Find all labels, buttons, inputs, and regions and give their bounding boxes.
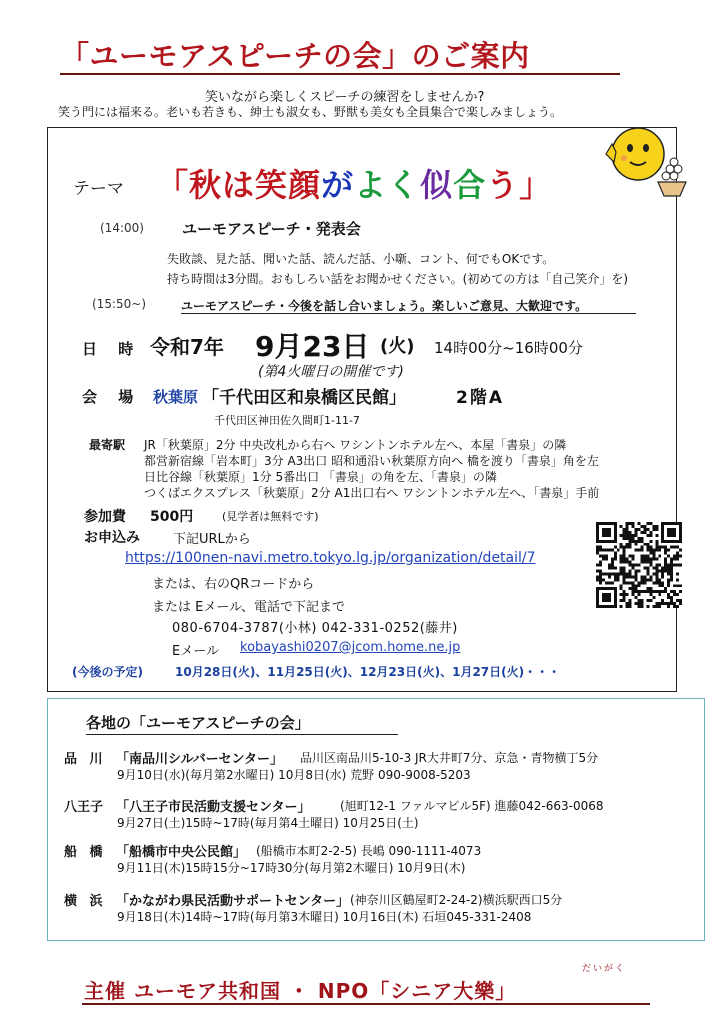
venue-floor: 2階A — [456, 388, 504, 408]
theme-char: は — [222, 166, 256, 204]
access-line: 日比谷線「秋葉原」1分 5番出口 「書泉」の角を左、「書泉」の隣 — [144, 470, 497, 484]
branch-venue: 「八王子市民活動支援センター」 — [116, 800, 311, 815]
apply-phones: 080-6704-3787(小林) 042-331-0252(藤井) — [172, 621, 458, 636]
event-info-box — [47, 127, 677, 692]
branch-address: 品川区南品川5-10-3 JR大井町7分、京急・青物横丁5分 — [300, 751, 599, 765]
date-time: 14時00分~16時00分 — [434, 339, 583, 357]
date-weekday: (火) — [380, 336, 415, 357]
apply-lead: 下記URLから — [173, 532, 251, 547]
theme-char: が — [321, 166, 355, 204]
schedule-dates: 10月28日(火)、11月25日(火)、12月23日(火)、1月27日(火)・・・ — [175, 665, 561, 679]
theme-title — [156, 160, 552, 206]
branch-city: 品 川 — [64, 752, 107, 767]
smiley-mascot-icon — [600, 118, 692, 202]
theme-char: 秋 — [189, 166, 223, 204]
apply-email-link[interactable]: kobayashi0207@jcom.home.ne.jp — [240, 640, 461, 655]
venue-label: 会 場 — [82, 388, 142, 406]
program-desc-1: 失敗談、見た話、聞いた話、読んだ話、小噺、コント、何でもOKです。 — [167, 252, 555, 266]
program-time-2: (15:50~) — [92, 297, 146, 311]
date-label: 日 時 — [82, 340, 142, 358]
footer-organizer: 主催 ユーモア共和国 ・ NPO「シニア大樂」 — [84, 979, 517, 1003]
branches-heading: 各地の「ユーモアスピーチの会」 — [86, 714, 310, 732]
footer-underline — [82, 1003, 650, 1005]
footer-furigana: だいがく — [582, 964, 627, 974]
program-time-1: (14:00) — [100, 221, 144, 235]
venue-name: 「千代田区和泉橋区民館」 — [202, 388, 406, 408]
access-line: 都営新宿線「岩本町」3分 A3出口 昭和通沿い秋葉原方向へ 橋を渡り「書泉」角を左 — [144, 454, 599, 468]
schedule-label: (今後の予定) — [72, 665, 143, 679]
branch-venue: 「南品川シルバーセンター」 — [116, 752, 283, 767]
access-label: 最寄駅 — [89, 438, 126, 452]
apply-url-link[interactable]: https://100nen-navi.metro.tokyo.lg.jp/organization/detail/7 — [125, 550, 536, 566]
apply-label: お申込み — [84, 530, 140, 546]
program-heading-2-underline — [181, 313, 636, 314]
apply-alt-1: または、右のQRコードから — [152, 577, 315, 592]
branches-heading-underline — [86, 734, 398, 735]
branch-venue: 「かながわ県民活動サポートセンター」 — [116, 894, 350, 909]
date-era: 令和7年 — [150, 335, 224, 359]
fee-label: 参加費 — [84, 509, 126, 525]
branch-schedule: 9月10日(水)(毎月第2水曜日) 10月8日(水) 荒野 090-9008-5203 — [117, 768, 471, 782]
branch-city: 船 橋 — [64, 845, 107, 860]
theme-char: く — [387, 166, 421, 204]
qr-code[interactable] — [596, 522, 682, 612]
branch-address: (船橋市本町2-2-5) 長嶋 090-1111-4073 — [256, 844, 482, 858]
program-heading-1: ユーモアスピーチ・発表会 — [182, 220, 361, 238]
venue-area: 秋葉原 — [153, 388, 199, 406]
access-line: JR「秋葉原」2分 中央改札から右へ ワシントンホテル左へ、本屋「書泉」の隣 — [144, 438, 567, 452]
date-month-day: 9月23日 — [255, 330, 370, 363]
branch-schedule: 9月11日(木)15時15分~17時30分(毎月第2木曜日) 10月9日(木) — [117, 861, 466, 875]
page-title: 「ユーモアスピーチの会」のご案内 — [60, 39, 530, 73]
intro-line-2: 笑う門には福来る。老いも若きも、紳士も淑女も、野獣も美女も全員集合で楽しみましょう。 — [58, 105, 563, 119]
branch-schedule: 9月18日(木)14時~17時(毎月第3木曜日) 10月16日(木) 石垣045-331-2408 — [117, 910, 532, 924]
branch-city: 横 浜 — [64, 894, 107, 909]
intro-line-1: 笑いながら楽しくスピーチの練習をしませんか? — [205, 90, 485, 105]
apply-email-label: Eメール — [172, 644, 219, 659]
theme-char: 合 — [453, 166, 487, 204]
theme-char: 」 — [519, 166, 553, 204]
branch-city: 八王子 — [64, 800, 104, 815]
apply-alt-2: または Eメール、電話で下記まで — [152, 600, 346, 615]
branch-schedule: 9月27日(土)15時~17時(毎月第4土曜日) 10月25日(土) — [117, 816, 419, 830]
fee-note: (見学者は無料です) — [222, 510, 319, 523]
title-underline — [60, 73, 620, 75]
program-heading-2: ユーモアスピーチ・今後を話し合いましょう。楽しいご意見、大歓迎です。 — [181, 299, 588, 313]
branch-address: (旭町12-1 ファルマビル5F) 進藤042-663-0068 — [340, 799, 604, 813]
branch-address: (神奈川区鶴屋町2-24-2)横浜駅西口5分 — [350, 893, 563, 907]
theme-char: 笑 — [255, 166, 289, 204]
theme-char: よ — [354, 166, 388, 204]
theme-label: テーマ — [73, 179, 124, 199]
date-note: (第4火曜日の開催です) — [258, 364, 404, 380]
program-desc-2: 持ち時間は3分間。おもしろい話をお聞かせください。(初めての方は「自己笑介」を) — [167, 272, 629, 286]
theme-char: う — [486, 166, 520, 204]
branch-venue: 「船橋市中央公民館」 — [116, 845, 247, 860]
access-line: つくばエクスプレス「秋葉原」2分 A1出口右へ ワシントンホテル左へ、「書泉」手前 — [144, 486, 600, 500]
theme-char: 似 — [420, 166, 454, 204]
theme-char: 「 — [156, 166, 190, 204]
fee-amount: 500円 — [150, 509, 194, 525]
venue-address: 千代田区神田佐久間町1-11-7 — [214, 414, 360, 427]
theme-char: 顔 — [288, 166, 322, 204]
